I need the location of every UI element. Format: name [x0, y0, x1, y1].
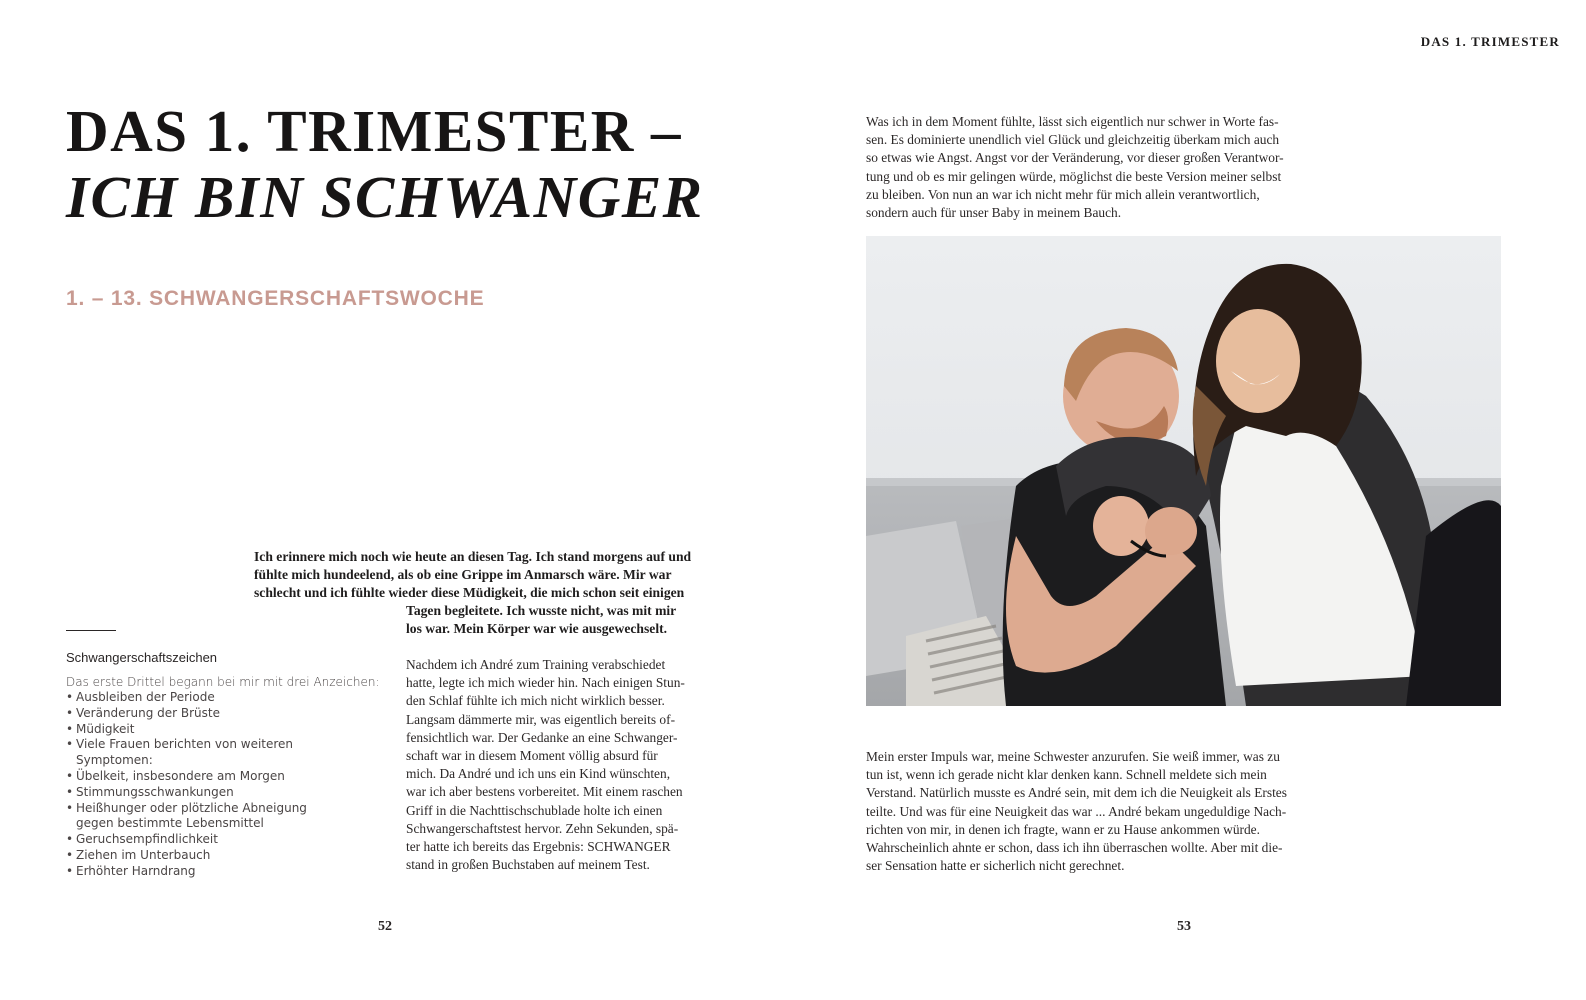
chapter-subtitle: 1. – 13. SCHWANGERSCHAFTSWOCHE: [66, 287, 485, 310]
body-line: den Schlaf fühlte ich mich nicht wirklich besser.: [406, 693, 665, 709]
list-item: • Heißhunger oder plötzliche Abneigung gegen bestimmte Lebensmittel: [66, 801, 346, 833]
body-line: Mein erster Impuls war, meine Schwester anzurufen. Sie weiß immer, was zu: [866, 749, 1280, 764]
chapter-title-line-2: ICH BIN SCHWANGER: [66, 164, 704, 230]
page-number-right: 53: [1177, 919, 1191, 934]
body-line: Langsam dämmerte mir, was eigentlich bereits of-: [406, 711, 676, 727]
body-line: stand in großen Buchstaben auf meinem Test.: [406, 857, 650, 873]
chapter-title: [66, 98, 766, 230]
body-line: so etwas wie Angst. Angst vor der Veränderung, vor dieser großen Verantwor-: [866, 150, 1284, 166]
body-line: tung und ob es mir gelingen würde, möglichst die beste Version meiner selbst: [866, 168, 1282, 184]
sidebar-intro: Das erste Drittel begann bei mir mit drei Anzeichen:: [66, 675, 380, 689]
running-head: DAS 1. TRIMESTER: [1420, 34, 1560, 49]
body-line: Nachdem ich André zum Training verabschiedet: [406, 657, 666, 672]
symptom-list: [66, 690, 366, 880]
body-line: Schwangerschaftstest hervor. Zehn Sekunden, spä-: [406, 820, 679, 836]
body-line: ter hatte ich bereits das Ergebnis: SCHWANGER: [406, 839, 671, 855]
intro-line: Tagen begleitete. Ich wusste nicht, was mit mir: [406, 603, 677, 618]
intro-line: schlecht und ich fühlte wieder diese Müdigkeit, die mich schon seit einigen: [254, 585, 685, 600]
body-line: schaft war in diesem Moment völlig absurd für: [406, 748, 658, 764]
list-item: • Geruchsempfindlichkeit: [66, 832, 366, 848]
intro-line: los war. Mein Körper war wie ausgewechselt.: [406, 621, 668, 636]
body-column-left: [406, 656, 685, 874]
body-line: mich. Da André und ich uns ein Kind wünschten,: [406, 766, 671, 782]
intro-line: Ich erinnere mich noch wie heute an diesen Tag. Ich stand morgens auf und: [254, 549, 692, 564]
body-line: zu bleiben. Von nun an war ich nicht mehr für mich allein verantwortlich,: [866, 186, 1260, 202]
body-line: Wahrscheinlich ahnte er schon, dass ich ihn überraschen wollte. Aber mit die-: [866, 840, 1283, 856]
body-line: Griff in die Nachttischschublade holte ich einen: [406, 802, 663, 818]
list-item: • Veränderung der Brüste: [66, 706, 366, 722]
couple-photo: [866, 236, 1501, 706]
body-line: sondern auch für unser Baby in meinem Bauch.: [866, 205, 1122, 221]
body-line: Verstand. Natürlich musste es André sein, mit dem ich die Neuigkeit als Erstes: [866, 785, 1287, 801]
list-item: • Übelkeit, insbesondere am Morgen: [66, 769, 366, 785]
list-item: • Erhöhter Harndrang: [66, 864, 366, 880]
body-line: fensichtlich war. Der Gedanke an eine Schwanger-: [406, 729, 678, 745]
body-line: teilte. Und was für eine Neuigkeit das war ... André bekam ungeduldige Nach-: [866, 803, 1287, 819]
body-line: Was ich in dem Moment fühlte, lässt sich eigentlich nur schwer in Worte fas-: [866, 114, 1279, 129]
body-line: sen. Es dominierte unendlich viel Glück und gleichzeitig überkam mich auch: [866, 132, 1280, 148]
sidebar-heading: Schwangerschaftszeichen: [66, 650, 218, 665]
list-item: • Viele Frauen berichten von weiteren Symptomen:: [66, 737, 366, 769]
page-number-left: 52: [378, 919, 392, 934]
list-item: • Ziehen im Unterbauch: [66, 848, 366, 864]
list-item: • Ausbleiben der Periode: [66, 690, 366, 706]
chapter-title-line-1: DAS 1. TRIMESTER –: [66, 98, 683, 164]
body-line: war ich aber bestens vorbereitet. Mit einem raschen: [406, 784, 683, 800]
body-line: tun ist, wenn ich gerade nicht klar denken kann. Schnell meldete sich mein: [866, 767, 1267, 783]
body-column-right-top: [866, 113, 1284, 222]
body-line: richten von mir, in denen ich fragte, wann er zu Hause ankommen würde.: [866, 821, 1260, 837]
body-column-right-bottom: [866, 748, 1287, 875]
body-line: hatte, legte ich mich wieder hin. Nach einigen Stun-: [406, 675, 685, 691]
intro-line: fühlte mich hundeelend, als ob eine Grippe im Anmarsch wäre. Mir war: [254, 567, 672, 582]
sidebar-rule: [66, 630, 116, 631]
list-item: • Stimmungsschwankungen: [66, 785, 366, 801]
body-line: ser Sensation hatte er sicherlich nicht gerechnet.: [866, 858, 1125, 874]
couple-photo-illustration: [866, 236, 1501, 706]
list-item: • Müdigkeit: [66, 722, 366, 738]
